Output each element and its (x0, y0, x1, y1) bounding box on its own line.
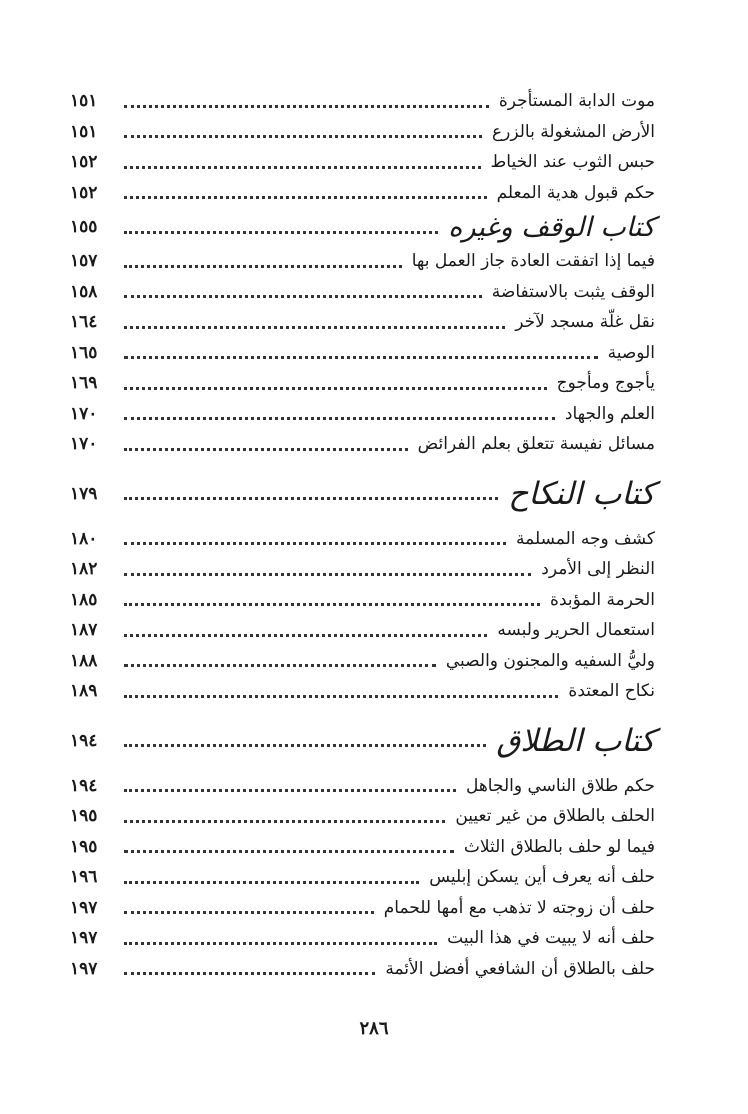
toc-entry-title: حلف أنه يعرف أين يسكن إبليس (429, 867, 655, 888)
toc-entry-title: فيما إذا اتفقت العادة جاز العمل بها (411, 251, 655, 272)
dot-leader (124, 573, 531, 576)
toc-entry (70, 923, 655, 954)
section-heading-title: كتاب الوقف وغيره (448, 211, 655, 243)
dot-leader (124, 603, 540, 606)
toc-entry-title: حلف أن زوجته لا تذهب مع أمها للحمام (383, 897, 655, 918)
toc-page-number: ١٦٩ (70, 373, 98, 394)
toc-entry (70, 801, 655, 832)
toc-entry-title: نقل غلّة مسجد لآخر (515, 312, 655, 333)
dot-leader (124, 231, 438, 234)
toc-entry-title: فيما لو حلف بالطلاق الثلاث (463, 836, 655, 857)
toc-entry-title: العلم والجهاد (564, 403, 655, 424)
toc-entry (70, 147, 655, 178)
toc-page-number: ١٦٤ (70, 312, 98, 333)
toc-entry (70, 368, 655, 399)
toc-page-number: ١٩٥ (70, 836, 98, 857)
toc-entry (70, 893, 655, 924)
dot-leader (124, 265, 402, 268)
toc-entry-title: حلف أنه لا يبيت في هذا البيت (447, 928, 655, 949)
toc-entry-title: حبس الثوب عند الخياط (490, 152, 655, 173)
dot-leader (124, 356, 598, 359)
toc-entry-title: النظر إلى الأمرد (541, 559, 655, 580)
dot-leader (124, 448, 408, 451)
toc-entry-title: موت الدابة المستأجرة (498, 91, 655, 112)
toc-entry (70, 832, 655, 863)
dot-leader (124, 196, 487, 199)
dot-leader (124, 972, 375, 975)
toc-entry-title: استعمال الحرير ولبسه (497, 620, 655, 641)
toc-entry (70, 246, 655, 277)
section-heading-title: كتاب الطلاق (496, 722, 655, 759)
toc-section-heading (70, 468, 655, 520)
toc-page-number: ١٨٧ (70, 620, 98, 641)
toc-entry (70, 338, 655, 369)
toc-entry (70, 646, 655, 677)
toc-entry-title: الوقف يثبت بالاستفاضة (491, 281, 655, 302)
dot-leader (124, 911, 374, 914)
toc-entry-title: الحرمة المؤبدة (550, 589, 655, 610)
toc-entry (70, 86, 655, 117)
toc-entry-title: نكاح المعتدة (568, 681, 655, 702)
dot-leader (124, 744, 486, 747)
toc-entry-title: يأجوج ومأجوج (556, 373, 655, 394)
toc-entry (70, 307, 655, 338)
toc-page-number: ١٥٧ (70, 251, 98, 272)
dot-leader (124, 820, 445, 823)
toc-page-number: ١٨٩ (70, 681, 98, 702)
dot-leader (124, 634, 487, 637)
dot-leader (124, 295, 482, 298)
toc-page-number: ١٩٥ (70, 806, 98, 827)
dot-leader (124, 695, 558, 698)
toc-page-number: ١٥٥ (70, 217, 98, 237)
toc-page-number: ١٥٢ (70, 182, 98, 203)
toc-page-number: ١٥١ (70, 121, 98, 142)
toc-entry (70, 615, 655, 646)
toc-page-number: ١٨٠ (70, 528, 98, 549)
toc-page-number: ١٥١ (70, 91, 98, 112)
toc-page-number: ١٨٢ (70, 559, 98, 580)
dot-leader (124, 326, 505, 329)
toc-entry (70, 429, 655, 460)
toc-page-number: ١٩٤ (70, 775, 98, 796)
dot-leader (124, 881, 419, 884)
section-heading-title: كتاب النكاح (508, 475, 655, 512)
toc-entry (70, 399, 655, 430)
dot-leader (124, 135, 482, 138)
dot-leader (124, 542, 506, 545)
toc-entry (70, 585, 655, 616)
toc-entry (70, 178, 655, 209)
toc-page-number: ١٩٧ (70, 928, 98, 949)
toc-page-number: ١٧٠ (70, 434, 98, 455)
page-number: ٢٨٦ (359, 1018, 389, 1039)
dot-leader (124, 497, 498, 500)
toc-section-heading (70, 715, 655, 767)
dot-leader (124, 105, 489, 108)
toc-page-number: ١٨٨ (70, 650, 98, 671)
toc-entry-title: وليُّ السفيه والمجنون والصبي (445, 650, 655, 671)
dot-leader (124, 942, 437, 945)
toc-page-number: ١٥٨ (70, 281, 98, 302)
toc-entry-title: الحلف بالطلاق من غير تعيين (455, 806, 655, 827)
toc-entry-title: حلف بالطلاق أن الشافعي أفضل الأئمة (385, 958, 655, 979)
toc-page-number: ١٩٧ (70, 958, 98, 979)
toc-entry (70, 277, 655, 308)
toc-page-number: ١٩٦ (70, 867, 98, 888)
dot-leader (124, 664, 436, 667)
toc-page-number: ١٧٩ (70, 483, 98, 504)
toc-entry (70, 954, 655, 985)
table-of-contents (70, 86, 655, 984)
dot-leader (124, 850, 454, 853)
dot-leader (124, 417, 555, 420)
toc-entry-title: الأرض المشغولة بالزرع (492, 121, 655, 142)
toc-entry-title: كشف وجه المسلمة (516, 528, 655, 549)
toc-page-number: ١٦٥ (70, 342, 98, 363)
toc-entry (70, 676, 655, 707)
toc-entry-title: مسائل نفيسة تتعلق بعلم الفرائض (417, 434, 655, 455)
toc-page-number: ١٧٠ (70, 403, 98, 424)
dot-leader (124, 387, 547, 390)
toc-entry (70, 554, 655, 585)
toc-entry (70, 117, 655, 148)
dot-leader (124, 789, 456, 792)
toc-entry-title: حكم قبول هدية المعلم (496, 182, 655, 203)
toc-page-number: ١٩٤ (70, 730, 98, 751)
dot-leader (124, 166, 481, 169)
toc-entry (70, 862, 655, 893)
toc-section-heading (70, 208, 655, 246)
toc-entry (70, 771, 655, 802)
toc-entry-title: الوصية (607, 342, 655, 363)
toc-page-number: ١٩٧ (70, 897, 98, 918)
toc-entry (70, 524, 655, 555)
toc-entry-title: حكم طلاق الناسي والجاهل (465, 775, 655, 796)
toc-page-number: ١٨٥ (70, 589, 98, 610)
toc-page-number: ١٥٢ (70, 152, 98, 173)
